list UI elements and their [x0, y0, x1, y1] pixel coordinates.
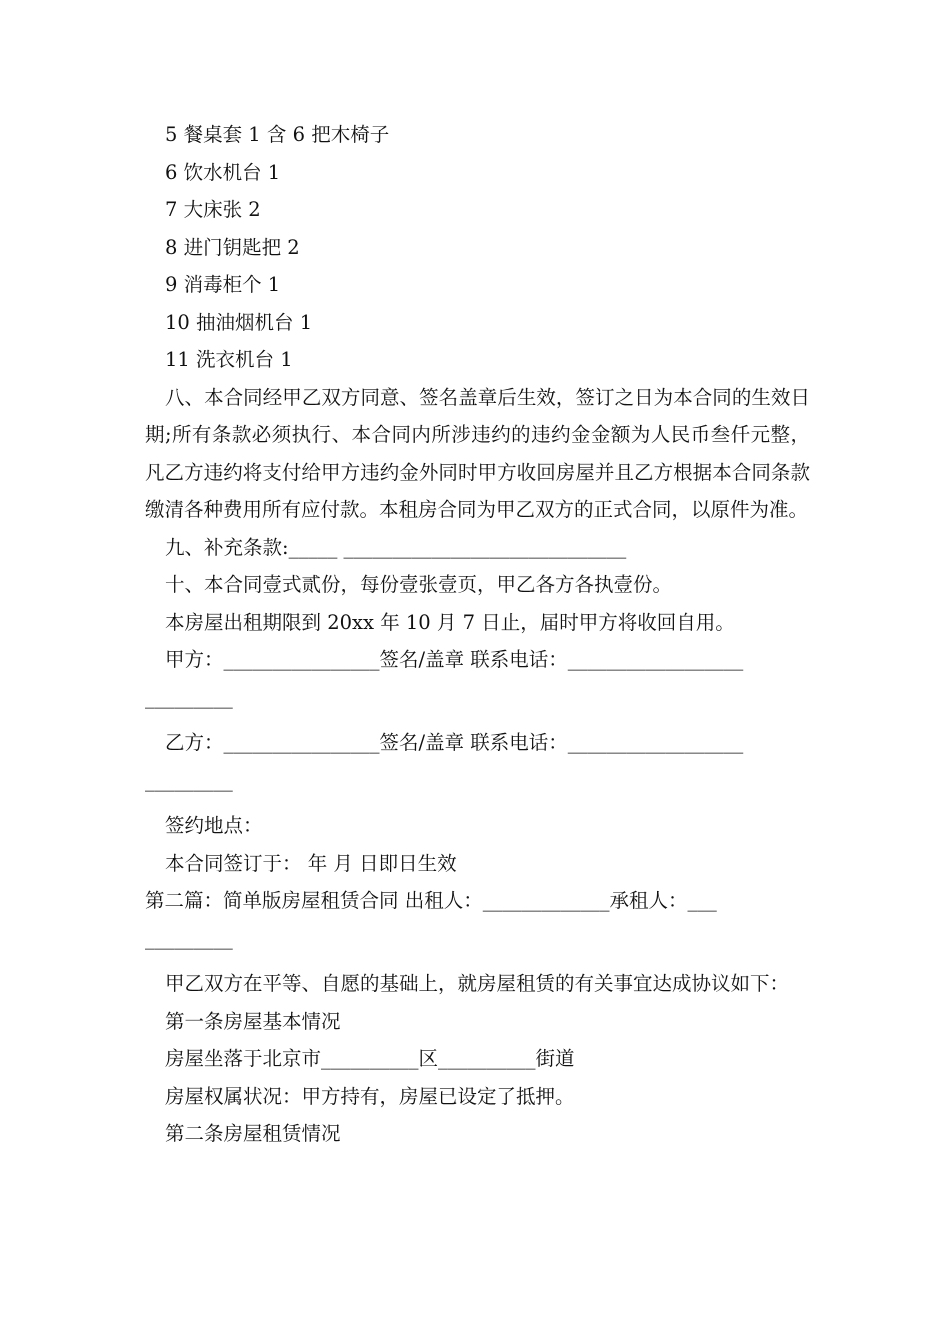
part2-intro: 甲乙双方在平等、自愿的基础上，就房屋租赁的有关事宜达成协议如下： — [165, 972, 790, 995]
list-item: 7 大床张 2 — [165, 198, 261, 221]
house-ownership: 房屋权属状况：甲方持有，房屋已设定了抵押。 — [165, 1084, 575, 1108]
party-b-line-continued: _________ — [145, 768, 233, 792]
furniture-list — [145, 116, 810, 379]
list-item: 11 洗衣机台 1 — [165, 348, 293, 371]
signing-date: 本合同签订于： 年 月 日即日生效 — [165, 851, 457, 875]
part2-heading: 第二篇：简单版房屋租赁合同 出租人：_____________承租人：___ — [145, 889, 717, 912]
house-location: 房屋坐落于北京市__________区__________街道 — [165, 1047, 575, 1070]
party-b-line: 乙方：________________签名/盖章 联系电话：__________________ — [165, 731, 744, 754]
article-1-title: 第一条房屋基本情况 — [165, 1009, 341, 1033]
party-a-line-continued: _________ — [145, 685, 233, 709]
party-a-line: 甲方：________________签名/盖章 联系电话：__________________ — [165, 648, 744, 671]
party-b-signature — [145, 724, 810, 799]
clause-10: 十、本合同壹式贰份，每份壹张壹页，甲乙各方各执壹份。 — [165, 573, 673, 596]
party-a-signature — [145, 641, 810, 716]
list-item: 6 饮水机台 1 — [165, 160, 281, 184]
clause-8: 八、本合同经甲乙双方同意、签名盖章后生效，签订之日为本合同的生效日期;所有条款必须执行、本合同内所涉违约的违约金金额为人民币叁仟元整，凡乙方违约将支付给甲方违约金外同时甲方收回房屋并且乙方根据本合同条款缴清各种费用所有应付款。本租房合同为甲乙双方的正式合同，以原件为准。 — [145, 385, 810, 521]
part2-heading-continued: _________ — [145, 926, 233, 950]
lease-end-statement: 本房屋出租期限到 20xx 年 10 月 7 日止，届时甲方将收回自用。 — [165, 610, 735, 634]
document-body — [145, 116, 810, 1153]
article-2-title: 第二条房屋租赁情况 — [165, 1122, 341, 1145]
list-item: 9 消毒柜个 1 — [165, 273, 281, 296]
clause-9: 九、补充条款:_____ _____________________________ — [165, 535, 627, 559]
list-item: 5 餐桌套 1 含 6 把木椅子 — [165, 123, 390, 146]
signing-place: 签约地点： — [165, 814, 263, 837]
list-item: 8 进门钥匙把 2 — [165, 235, 300, 259]
list-item: 10 抽油烟机台 1 — [165, 310, 313, 334]
